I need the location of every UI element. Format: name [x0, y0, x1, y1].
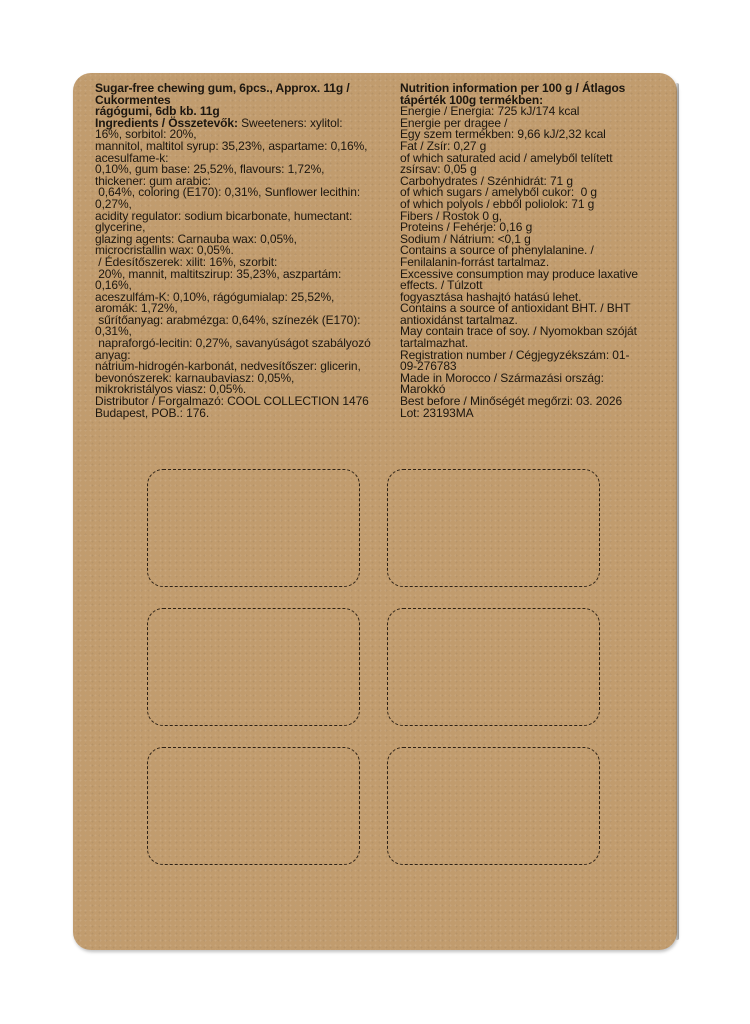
- line: Contains a source of antioxidant BHT. / BHT: [400, 301, 631, 316]
- line: Made in Morocco / Származási ország:: [400, 370, 604, 385]
- line: Registration number / Cégjegyzékszám: 01-: [400, 347, 630, 362]
- line: sűrítőanyag: arabmézga: 0,64%, színezék (E170):: [95, 312, 361, 327]
- line: bevonószerek: karnaubaviasz: 0,05%,: [95, 370, 295, 385]
- line: of which sugars / amelyből cukor: 0 g: [400, 185, 597, 200]
- line: Budapest, POB.: 176.: [95, 405, 210, 420]
- gum-slot-1: [147, 469, 360, 587]
- line: nátrium-hidrogén-karbonát, nedvesítőszer: glicerin,: [95, 359, 361, 374]
- line: thickener: gum arabic:: [95, 173, 211, 188]
- line: aromák: 1,72%,: [95, 301, 178, 316]
- line: 16%, sorbitol: 20%,: [95, 127, 197, 142]
- line: Fenilalanin-forrást tartalmaz.: [400, 254, 550, 269]
- line: 0,27%,: [95, 196, 132, 211]
- line: Lot: 23193MA: [400, 405, 474, 420]
- ingredients-column: [95, 83, 395, 419]
- gum-slot-6: [387, 747, 600, 865]
- line: Carbohydrates / Szénhidrát: 71 g: [400, 173, 573, 188]
- line: May contain trace of soy. / Nyomokban szóját: [400, 324, 637, 339]
- line: Cukormentes: [95, 92, 171, 107]
- line: Ingredients / Összetevők: Sweeteners: xylitol:: [95, 115, 343, 130]
- line: 0,64%, coloring (E170): 0,31%, Sunflower lecithin:: [95, 185, 361, 200]
- line: rágógumi, 6db kb. 11g: [95, 104, 220, 119]
- gum-slot-2: [387, 469, 600, 587]
- line: 0,31%,: [95, 324, 132, 339]
- line: of which saturated acid / amelyből telített: [400, 150, 613, 165]
- line: Fibers / Rostok 0 g,: [400, 208, 503, 223]
- gum-slot-4: [387, 608, 600, 726]
- line: 0,10%, gum base: 25,52%, flavours: 1,72%,: [95, 162, 325, 177]
- line: aceszulfám-K: 0,10%, rágógumialap: 25,52%,: [95, 289, 335, 304]
- line: Sugar-free chewing gum, 6pcs., Approx. 11g /: [95, 81, 350, 95]
- line: Energie / Energia: 725 kJ/174 kcal: [400, 104, 580, 119]
- gum-slot-5: [147, 747, 360, 865]
- line: effects. / Túlzott: [400, 278, 483, 293]
- line: fogyasztása hashajtó hatású lehet.: [400, 289, 582, 304]
- line: mannitol, maltitol syrup: 35,23%, aspartame: 0,16%,: [95, 138, 368, 153]
- line: microcristallin wax: 0,05%.: [95, 243, 234, 258]
- nutrition-column: [400, 83, 660, 419]
- line: 09-276783: [400, 359, 457, 374]
- line: Best before / Minőségét megőrzi: 03. 2026: [400, 394, 623, 409]
- line: 0,16%,: [95, 278, 132, 293]
- line: acesulfame-k:: [95, 150, 169, 165]
- line: / Édesítőszerek: xilit: 16%, szorbit:: [95, 254, 278, 269]
- line: 20%, mannit, maltitszirup: 35,23%, aszpartám:: [95, 266, 342, 281]
- line: mikrokristályos viasz: 0,05%.: [95, 382, 247, 397]
- card-edge-shadow: [675, 83, 679, 940]
- line: Marokkó: [400, 382, 446, 397]
- line: anyag:: [95, 347, 131, 362]
- line: Fat / Zsír: 0,27 g: [400, 138, 487, 153]
- line: Proteins / Fehérje: 0,16 g: [400, 220, 533, 235]
- line: Energie per dragee /: [400, 115, 508, 130]
- line: napraforgó-lecitin: 0,27%, savanyúságot szabályozó: [95, 336, 371, 351]
- line: of which polyols / ebből poliolok: 71 g: [400, 196, 595, 211]
- line: Distributor / Forgalmazó: COOL COLLECTION 1476: [95, 394, 369, 409]
- line: tartalmazhat.: [400, 336, 469, 351]
- gum-blister-card: [73, 73, 677, 950]
- line: Egy szem termékben: 9,66 kJ/2,32 kcal: [400, 127, 606, 142]
- line: Contains a source of phenylalanine. /: [400, 243, 594, 258]
- line: Nutrition information per 100 g / Átlagos: [400, 81, 626, 95]
- line: antioxidánst tartalmaz.: [400, 312, 518, 327]
- line: Sodium / Nátrium: <0,1 g: [400, 231, 531, 246]
- line: Excessive consumption may produce laxative: [400, 266, 638, 281]
- line: glazing agents: Carnauba wax: 0,05%,: [95, 231, 297, 246]
- line: zsírsav: 0,05 g: [400, 162, 477, 177]
- line: acidity regulator: sodium bicarbonate, humectant:: [95, 208, 353, 223]
- line: glycerine,: [95, 220, 146, 235]
- line: tápérték 100g termékben:: [400, 92, 543, 107]
- gum-slot-3: [147, 608, 360, 726]
